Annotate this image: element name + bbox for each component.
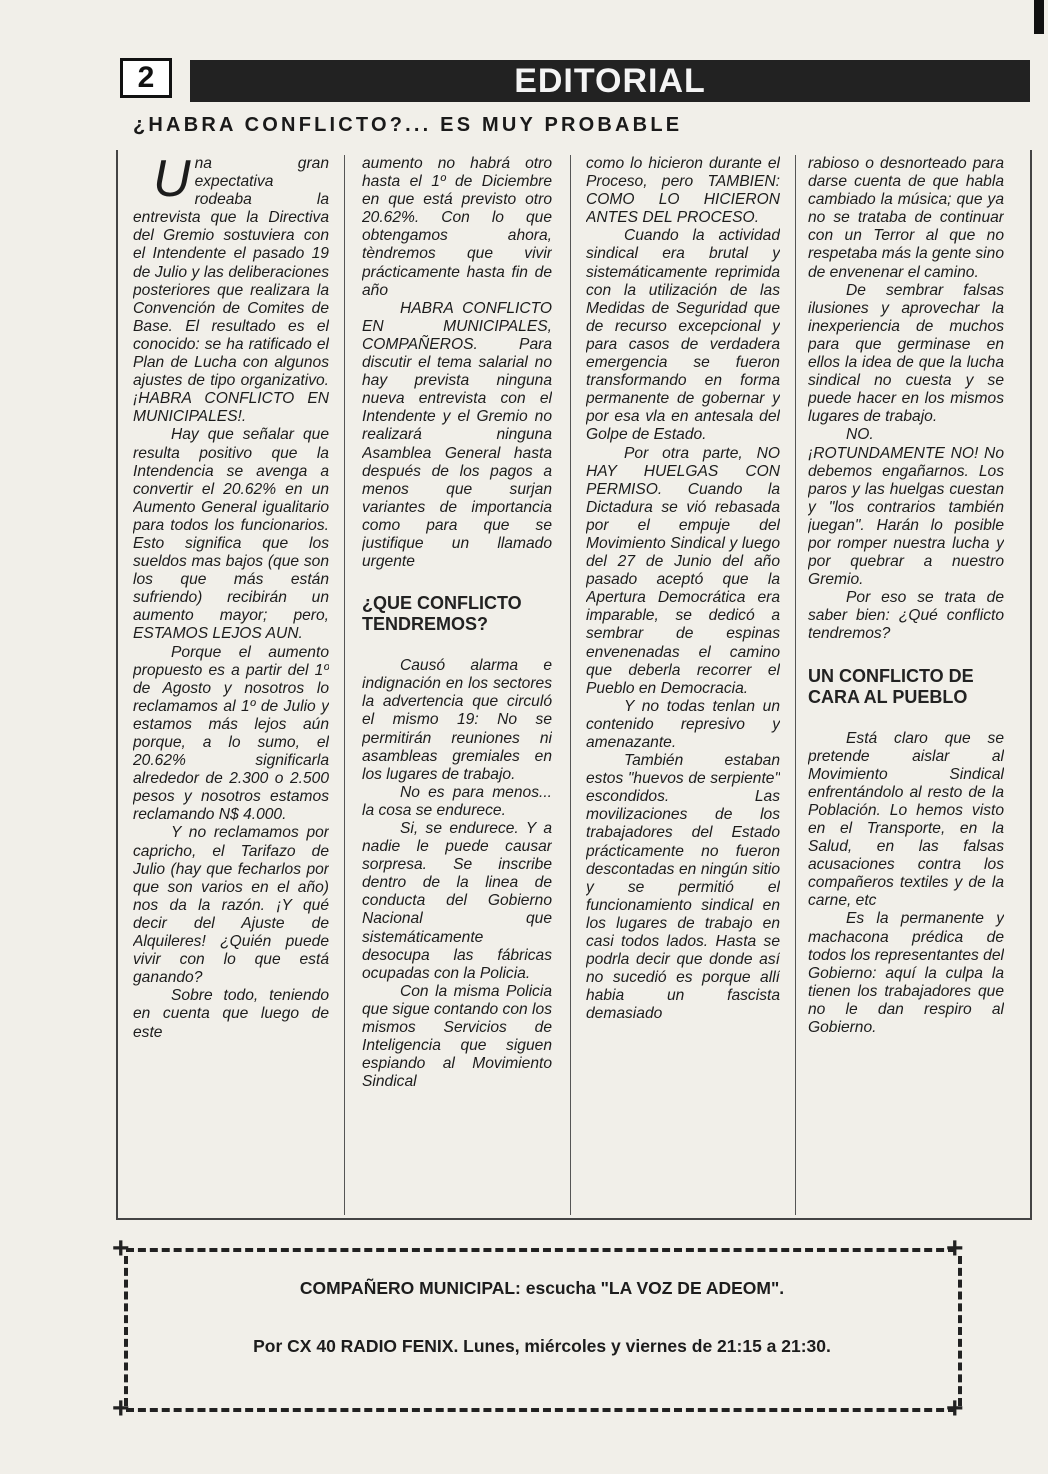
paragraph: como lo hicieron durante el Proceso, pero TAMBIEN: COMO LO HICIERON ANTES DEL PROCESO.: [586, 155, 780, 227]
paragraph: Porque el aumento propuesto es a partir del 1º de Agosto y nosotros lo reclamamos al 1º de Julio y estamos más lejos aún porque, a lo sumo, el 20.62% significarla alrededor de 2.300 o 2.500 pesos y nosotros estamos reclamando N$ 4.000.: [133, 643, 329, 824]
dashed-border: [126, 1248, 956, 1252]
paragraph: rabioso o desnorteado para darse cuenta de que habla cambiado la música; que ya no se trataba de continuar con un Terror al que no respetaba más la gente sino de envenenar el camino.: [808, 155, 1004, 281]
paragraph: Por otra parte, NO HAY HUELGAS CON PERMISO. Cuando la Dictadura se vió rebasada por el empuje del Movimiento Sindical y luego del 27 de Junio del año pasado aceptó que la Apertura Democrática era imparable, se dedicó a sembrar de espinas envenenadas el camino que deberla recorrer el Pueblo en Democracia.: [586, 444, 780, 697]
paragraph: De sembrar falsas ilusiones y aprovechar la inexperiencia de muchos para que germinase en ellos la idea de que la lucha sindical no cuesta y se puede hacer en los mismos lugares de trabajo.: [808, 281, 1004, 426]
paragraph: Con la misma Policia que sigue contando con los mismos Servicios de Inteligencia que siguen espiando al Movimiento Sindical: [362, 982, 552, 1091]
paragraph: Causó alarma e indignación en los sectores la advertencia que circuló el mismo 19: No se permitirán reuniones ni asambleas gremiales en los lugares de trabajo.: [362, 657, 552, 783]
paragraph: No es para menos... la cosa se endurece.: [362, 783, 552, 819]
paragraph: HABRA CONFLICTO EN MUNICIPALES, COMPAÑEROS. Para discutir el tema salarial no hay prevista ninguna nueva entrevista con el Intendente y el Gremio no realizará ninguna Asamblea General hasta después de los pagos a menos que surjan variantes de importancia como para que se justifique un llamado urgente: [362, 299, 552, 571]
corner-plus-icon: +: [112, 1392, 130, 1425]
page-number: 2: [120, 58, 172, 98]
dashed-border: [126, 1408, 956, 1412]
paragraph: NO. ¡ROTUNDAMENTE NO! No debemos engañarnos. Los paros y las huelgas cuestan y "los contrarios también juegan". Harán lo posible por romper nuestra lucha y por quebrar a nuestro Gremio.: [808, 426, 1004, 589]
paragraph: Si, se endurece. Y a nadie le puede causar sorpresa. Se inscribe dentro de la linea de conducta del Gobierno Nacional que sistemáticamente desocupa las fábricas ocupadas con la Policia.: [362, 820, 552, 982]
article-column-3: [586, 155, 780, 1215]
article-column-1: [133, 155, 329, 1215]
paragraph: Y no todas tenlan un contenido represivo y amenazante.: [586, 697, 780, 751]
paragraph: Y no reclamamos por capricho, el Tarifazo de Julio (hay que fecharlos por que son varios en el año) nos da la razón. ¡Y qué decir del Ajuste de Alquileres! ¿Quién puede vivir con lo que está ganando?: [133, 824, 329, 987]
article-column-4: [808, 155, 1004, 1215]
promo-schedule: Por CX 40 RADIO FENIX. Lunes, miércoles y viernes de 21:15 a 21:30.: [253, 1336, 831, 1356]
paragraph: También estaban estos "huevos de serpiente" escondidos. Las movilizaciones de los trabajadores del Estado prácticamente no fueron descontadas en ningún sitio y se permitió el funcionamiento sindical en los lugares de trabajo en casi todos lados. Hasta se podrla decir que donde así no sucedió es porque allí habia un fascista demasiado: [586, 752, 780, 1023]
paragraph: Una gran expectativa rodeaba la entrevista que la Directiva del Gremio sostuviera con el Intendente el pasado 19 de Julio y las deliberaciones posteriores que realizara la Convención de Comites de Base. El resultado es el conocido: se ha ratificado el Plan de Lucha con algunos ajustes de tipo organizativo. ¡HABRA CONFLICTO EN MUNICIPALES!.: [133, 155, 329, 426]
article-headline: ¿HABRA CONFLICTO?... ES MUY PROBABLE: [133, 114, 683, 136]
dashed-border: [958, 1256, 962, 1406]
dashed-border: [124, 1256, 128, 1406]
paragraph: Hay que señalar que resulta positivo que la Intendencia se avenga a convertir el 20.62% en un Aumento General igualitario para todos los funcionarios. Esto significa que los sueldos mas bajos (que son los que más están sufriendo) recibirán un aumento mayor; pero, ESTAMOS LEJOS AUN.: [133, 426, 329, 643]
column-rule: [344, 155, 345, 1215]
radio-promo-box: [112, 1232, 972, 1425]
corner-plus-icon: +: [112, 1232, 130, 1265]
paragraph: Está claro que se pretende aislar al Movimiento Sindical enfrentándolo al resto de la Población. Lo hemos visto en el Transporte, en la Salud, en las falsas acusaciones contra los compañeros textiles y de la carne, etc: [808, 729, 1004, 910]
paragraph: Cuando la actividad sindical era brutal y sistemáticamente reprimida con la utilización de las Medidas de Seguridad que de recurso excepcional y para casos de verdadera emergencia se fueron transformando en forma permanente de gobernar y por esa vla en antesala del Golpe de Estado.: [586, 227, 780, 444]
paragraph: aumento no habrá otro hasta el 1º de Diciembre en que está previsto otro 20.62%. Con lo que obtengamos ahora, tèndremos que vivir prácticamente hasta fin de año: [362, 155, 552, 299]
paragraph: Es la permanente y machacona prédica de todos los representantes del Gobierno: aquí la culpa la tienen los trabajadores que no le dan respiro al Gobierno.: [808, 910, 1004, 1037]
section-title: EDITORIAL: [190, 60, 1030, 102]
promo-title: COMPAÑERO MUNICIPAL: escucha "LA VOZ DE ADEOM".: [299, 1278, 785, 1298]
corner-plus-icon: +: [946, 1392, 964, 1425]
page-header: [120, 58, 1030, 102]
corner-plus-icon: +: [946, 1232, 964, 1265]
scan-edge-mark: [1034, 0, 1044, 34]
column-rule: [570, 155, 571, 1215]
paragraph: Sobre todo, teniendo en cuenta que luego de este: [133, 987, 329, 1041]
article-column-2: [362, 155, 552, 1215]
column-rule: [795, 155, 796, 1215]
drop-cap: U: [153, 155, 191, 208]
subheading: UN CONFLICTO DE CARA AL PUEBLO: [808, 665, 974, 707]
subheading: ¿QUE CONFLICTO TENDREMOS?: [362, 593, 522, 635]
paragraph: Por eso se trata de saber bien: ¿Qué conflicto tendremos?: [808, 589, 1004, 643]
